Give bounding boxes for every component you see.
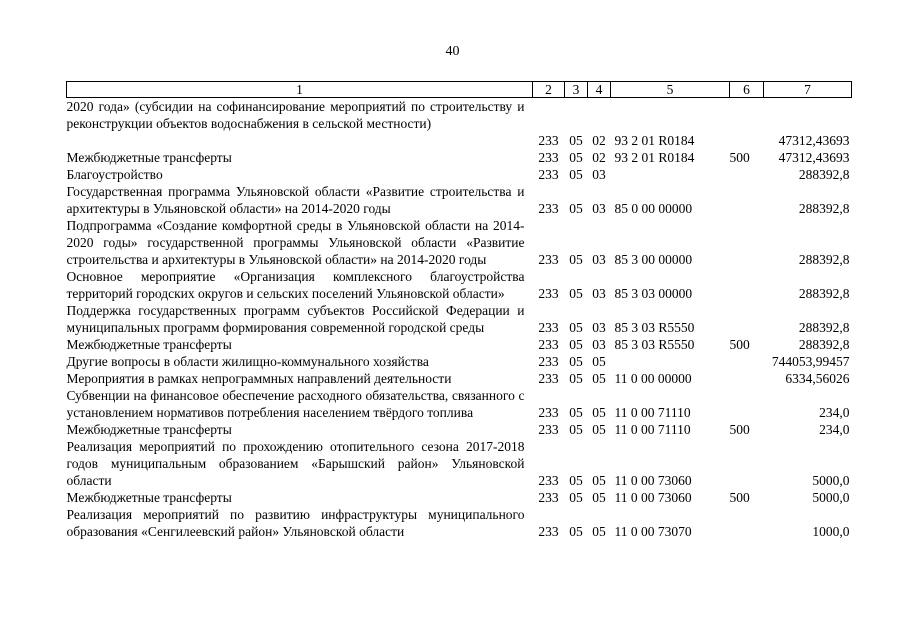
subsection-code: 05 [569, 490, 583, 505]
table-row [67, 217, 852, 268]
expense-type: 500 [729, 422, 750, 437]
section-code: 233 [538, 320, 559, 335]
section-code: 233 [538, 405, 559, 420]
target-article: 85 3 03 00000 [614, 286, 693, 301]
subsection-code: 05 [569, 201, 583, 216]
amount: 47312,43693 [778, 150, 850, 165]
section-code: 233 [538, 490, 559, 505]
table-row [67, 370, 852, 387]
table-row [67, 268, 852, 302]
expense-type: 500 [729, 337, 750, 352]
table-row [67, 438, 852, 489]
subsection-code: 05 [569, 337, 583, 352]
target-article: 11 0 00 71110 [614, 405, 691, 420]
header-col-5: 5 [611, 82, 730, 98]
section-code: 233 [538, 150, 559, 165]
section-code [533, 98, 565, 133]
expense-type [730, 98, 764, 133]
amount: 288392,8 [798, 167, 850, 182]
target-article: 11 0 00 00000 [614, 371, 692, 386]
section-code: 233 [538, 473, 559, 488]
row-name: Межбюджетные трансферты [66, 150, 232, 165]
section-code: 233 [538, 337, 559, 352]
expense-type [730, 438, 764, 489]
expense-type: 500 [729, 150, 750, 165]
table-row [67, 166, 852, 183]
amount: 744053,99457 [771, 354, 850, 369]
budget-table [66, 81, 852, 540]
table-row [67, 387, 852, 421]
row-name: Реализация мероприятий по развитию инфраструктуры муниципального образования «Сенгилеевский район» Ульяновской области [66, 507, 525, 539]
expense-type [730, 506, 764, 540]
row-name: Субвенции на финансовое обеспечение расходного обязательства, связанного с установлением нормативов потребления населением твёрдого топлива [66, 388, 525, 420]
amount [764, 98, 852, 133]
row-name [67, 132, 533, 149]
table-body [67, 98, 852, 541]
row-name: Государственная программа Ульяновской области «Развитие строительства и архитектуры в Ульяновской области» на 2014-2020 годы [66, 184, 525, 216]
row-name: Межбюджетные трансферты [66, 422, 232, 437]
subsection-code-2: 03 [592, 337, 606, 352]
subsection-code-2: 03 [592, 167, 606, 182]
expense-type [730, 387, 764, 421]
table-row [67, 489, 852, 506]
expense-type [730, 183, 764, 217]
subsection-code-2: 05 [592, 405, 606, 420]
amount: 234,0 [819, 405, 850, 420]
subsection-code: 05 [569, 405, 583, 420]
section-code: 233 [538, 201, 559, 216]
subsection-code: 05 [569, 133, 583, 148]
target-article: 11 0 00 71110 [614, 422, 691, 437]
section-code: 233 [538, 167, 559, 182]
amount: 5000,0 [812, 473, 850, 488]
subsection-code-2: 03 [592, 320, 606, 335]
target-article: 85 3 00 00000 [614, 252, 693, 267]
subsection-code: 05 [569, 252, 583, 267]
header-col-1: 1 [67, 82, 533, 98]
table-row [67, 183, 852, 217]
subsection-code: 05 [569, 167, 583, 182]
section-code: 233 [538, 252, 559, 267]
header-row [67, 82, 852, 98]
amount: 1000,0 [812, 524, 850, 539]
target-article [611, 98, 730, 133]
subsection-code: 05 [569, 473, 583, 488]
subsection-code-2: 05 [592, 422, 606, 437]
target-article: 85 3 03 R5550 [614, 337, 695, 352]
header-col-3: 3 [565, 82, 588, 98]
row-name: Благоустройство [66, 167, 163, 182]
table-row [67, 421, 852, 438]
subsection-code: 05 [569, 371, 583, 386]
expense-type [730, 268, 764, 302]
target-article: 85 3 03 R5550 [614, 320, 695, 335]
subsection-code: 05 [569, 524, 583, 539]
target-article: 93 2 01 R0184 [614, 133, 695, 148]
amount: 6334,56026 [785, 371, 850, 386]
row-name: Межбюджетные трансферты [66, 337, 232, 352]
amount: 288392,8 [798, 201, 850, 216]
subsection-code: 05 [569, 286, 583, 301]
amount: 288392,8 [798, 252, 850, 267]
table-row [67, 506, 852, 540]
target-article: 93 2 01 R0184 [614, 150, 695, 165]
section-code: 233 [538, 422, 559, 437]
table-row [67, 302, 852, 336]
expense-type [730, 302, 764, 336]
target-article: 11 0 00 73060 [614, 490, 692, 505]
target-article [611, 166, 730, 183]
section-code: 233 [538, 286, 559, 301]
table-row [67, 132, 852, 149]
table-row [67, 353, 852, 370]
subsection-code-2 [588, 98, 611, 133]
header-col-4: 4 [588, 82, 611, 98]
subsection-code-2: 03 [592, 252, 606, 267]
row-name: 2020 года» (субсидии на софинансирование мероприятий по строительству и реконструкции объектов водоснабжения в сельской местности) [66, 99, 525, 131]
subsection-code-2: 05 [592, 490, 606, 505]
row-name: Подпрограмма «Создание комфортной среды в Ульяновской области на 2014-2020 годы» государственной программы Ульяновской области «Развитие строительства и архитектуры в Ульяновской области» на 2014-2020 годы [66, 218, 525, 267]
target-article: 85 0 00 00000 [614, 201, 693, 216]
expense-type [730, 166, 764, 183]
header-col-2: 2 [533, 82, 565, 98]
subsection-code: 05 [569, 422, 583, 437]
subsection-code: 05 [569, 354, 583, 369]
subsection-code [565, 98, 588, 133]
amount: 234,0 [819, 422, 850, 437]
page-number: 40 [445, 44, 460, 59]
amount: 288392,8 [798, 320, 850, 335]
row-name: Поддержка государственных программ субъектов Российской Федерации и муниципальных программ формирования современной городской среды [66, 303, 525, 335]
subsection-code: 05 [569, 320, 583, 335]
row-name: Основное мероприятие «Организация комплексного благоустройства территорий городских округов и сельских поселений Ульяновской области» [66, 269, 525, 301]
table-row [67, 336, 852, 353]
subsection-code-2: 03 [592, 201, 606, 216]
expense-type [730, 132, 764, 149]
section-code: 233 [538, 354, 559, 369]
expense-type: 500 [729, 490, 750, 505]
subsection-code: 05 [569, 150, 583, 165]
amount: 5000,0 [812, 490, 850, 505]
row-name: Другие вопросы в области жилищно-коммунального хозяйства [66, 354, 429, 369]
amount: 288392,8 [798, 337, 850, 352]
header-col-6: 6 [730, 82, 764, 98]
amount: 47312,43693 [778, 133, 850, 148]
subsection-code-2: 05 [592, 371, 606, 386]
table-row [67, 98, 852, 133]
expense-type [730, 217, 764, 268]
section-code: 233 [538, 524, 559, 539]
target-article [611, 353, 730, 370]
row-name: Реализация мероприятий по прохождению отопительного сезона 2017-2018 годов муниципальным образованием «Барышский район» Ульяновской области [66, 439, 525, 488]
table-row [67, 149, 852, 166]
subsection-code-2: 02 [592, 133, 606, 148]
amount: 288392,8 [798, 286, 850, 301]
subsection-code-2: 02 [592, 150, 606, 165]
row-name: Межбюджетные трансферты [66, 490, 232, 505]
subsection-code-2: 03 [592, 286, 606, 301]
section-code: 233 [538, 133, 559, 148]
target-article: 11 0 00 73060 [614, 473, 692, 488]
subsection-code-2: 05 [592, 524, 606, 539]
subsection-code-2: 05 [592, 354, 606, 369]
header-col-7: 7 [764, 82, 852, 98]
section-code: 233 [538, 371, 559, 386]
target-article: 11 0 00 73070 [614, 524, 692, 539]
row-name: Мероприятия в рамках непрограммных направлений деятельности [66, 371, 452, 386]
expense-type [730, 353, 764, 370]
expense-type [730, 370, 764, 387]
subsection-code-2: 05 [592, 473, 606, 488]
